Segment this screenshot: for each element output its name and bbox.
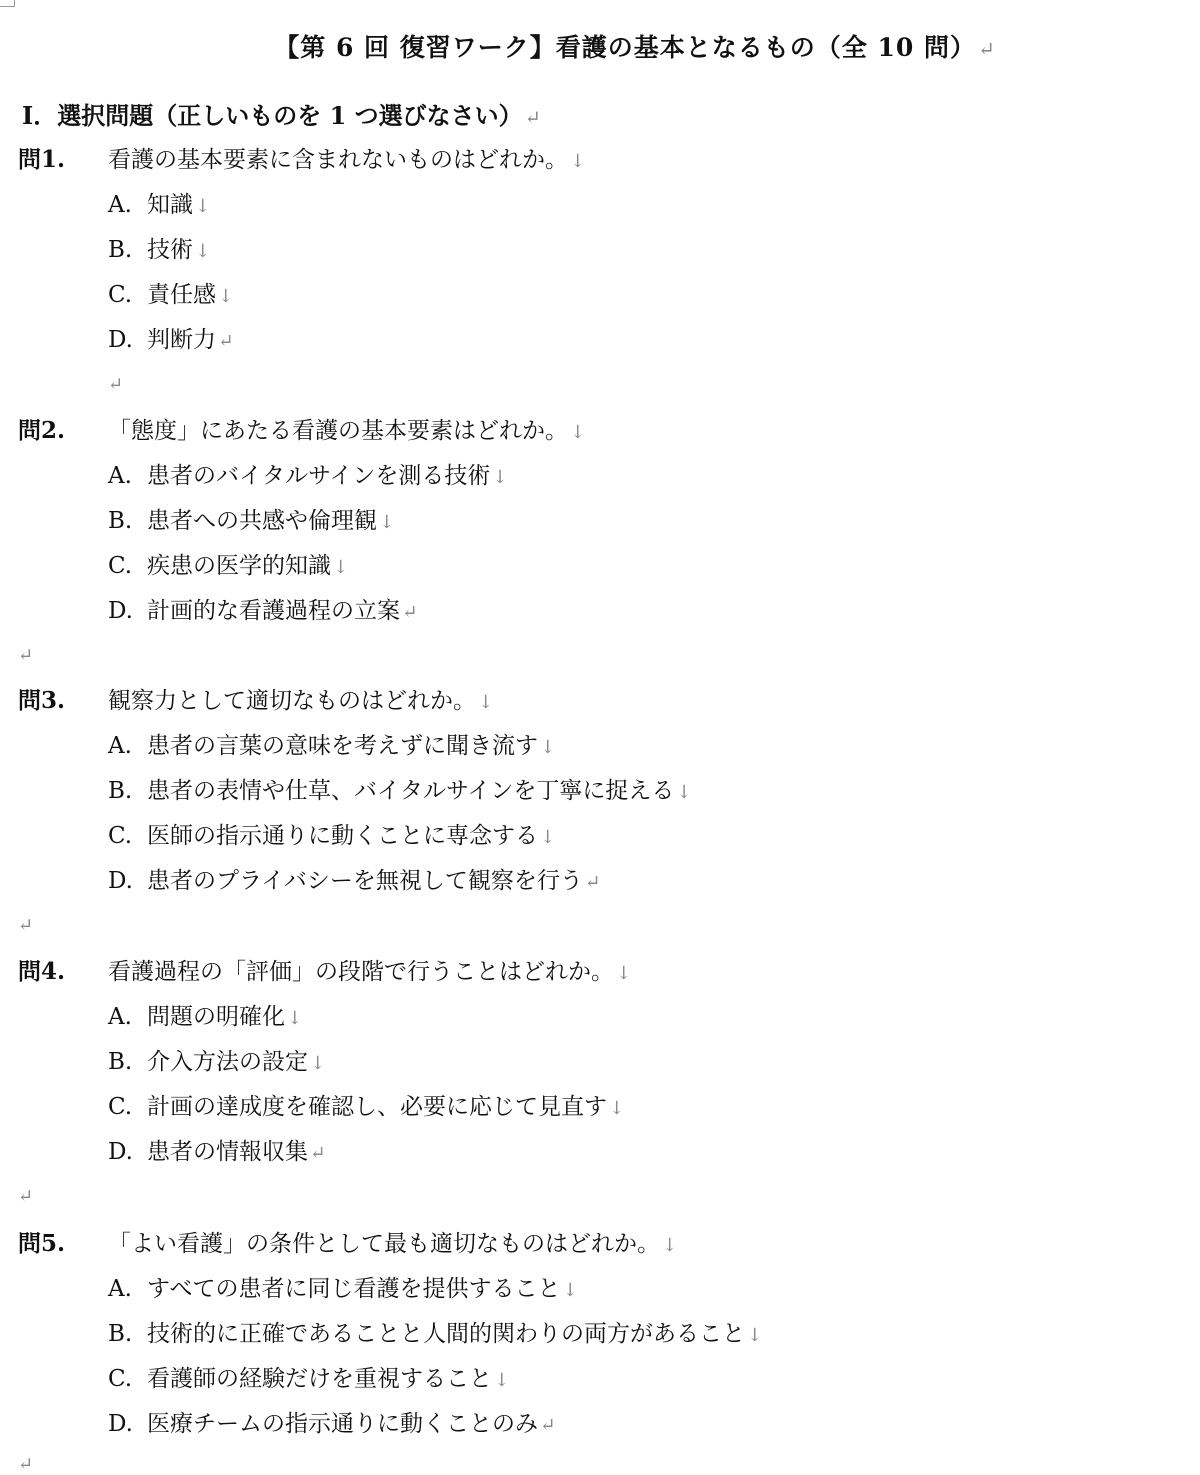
paragraph-mark: ↵	[524, 106, 541, 129]
paragraph-mark: ↵	[584, 872, 601, 893]
choice-text: 疾患の医学的知識	[147, 553, 331, 579]
choice-text: 患者の情報収集	[147, 1139, 308, 1165]
question-number: 問2.	[18, 417, 66, 444]
question-text-content: 観察力として適切なものはどれか。	[108, 688, 476, 714]
choice-letter: B.	[108, 237, 133, 263]
choice-letter: A.	[108, 192, 132, 218]
choice-text: 患者のバイタルサインを測る技術	[147, 463, 491, 489]
paragraph-mark: ↵	[977, 37, 996, 61]
choice	[108, 1409, 555, 1441]
choice-text: 医師の指示通りに動くことに専念する	[147, 823, 538, 849]
choice-text: 医療チームの指示通りに動くことのみ	[147, 1411, 538, 1437]
empty-paragraph-mark: ↵	[18, 1186, 34, 1207]
question-number: 問3.	[18, 687, 66, 714]
choice	[108, 1092, 624, 1124]
section-heading	[22, 96, 541, 131]
line-break-mark: ↓	[310, 1053, 326, 1074]
line-break-mark: ↓	[747, 1325, 763, 1346]
choice-letter: C.	[108, 1094, 133, 1120]
choice	[108, 235, 210, 267]
choice-text: 患者の表情や仕草、バイタルサインを丁寧に捉える	[147, 778, 675, 804]
choice	[108, 190, 210, 222]
choice	[108, 821, 555, 853]
line-break-mark: ↓	[333, 557, 349, 578]
choice-text: 看護師の経験だけを重視すること	[147, 1366, 492, 1392]
line-break-mark: ↓	[609, 1098, 625, 1119]
line-break-mark: ↓	[379, 512, 395, 533]
choice-letter: D.	[108, 1139, 133, 1165]
empty-paragraph-mark: ↵	[18, 645, 34, 666]
choice-letter: D.	[108, 327, 133, 353]
choice	[108, 551, 348, 583]
question-text	[108, 686, 493, 718]
choice-text: 介入方法の設定	[147, 1049, 308, 1075]
choice	[108, 325, 233, 357]
question-number: 問4.	[18, 958, 66, 985]
choice-text: 計画の達成度を確認し、必要に応じて見直す	[147, 1094, 607, 1120]
choice-text: 患者への共感や倫理観	[147, 508, 377, 534]
choice	[108, 776, 692, 808]
choice-letter: D.	[108, 1411, 133, 1437]
empty-paragraph-mark: ↵	[18, 915, 34, 936]
choice-letter: C.	[108, 553, 133, 579]
choice	[108, 1319, 762, 1351]
line-break-mark: ↓	[494, 1370, 510, 1391]
line-break-mark: ↓	[540, 737, 556, 758]
choice-text: 責任感	[147, 282, 216, 308]
question-text	[108, 145, 585, 177]
section-heading-text: Ⅰ．選択問題（正しいものを 1 つ選びなさい）	[22, 101, 523, 130]
line-break-mark: ↓	[478, 692, 494, 713]
choice-text: 判断力	[147, 327, 216, 353]
choice-letter: C.	[108, 823, 133, 849]
choice	[108, 596, 417, 628]
paragraph-mark: ↵	[310, 1143, 326, 1164]
choice-text: 知識	[147, 192, 193, 218]
choice-text: 問題の明確化	[147, 1004, 285, 1030]
choice-text: 患者のプライバシーを無視して観察を行う	[147, 868, 583, 894]
choice-letter: C.	[108, 1366, 133, 1392]
question-number: 問1.	[18, 146, 66, 173]
line-break-mark: ↓	[492, 467, 508, 488]
choice-letter: D.	[108, 868, 133, 894]
line-break-mark: ↓	[287, 1008, 303, 1029]
choice-text: 患者の言葉の意味を考えずに聞き流す	[147, 733, 538, 759]
line-break-mark: ↓	[662, 1235, 678, 1256]
choice-letter: B.	[108, 778, 133, 804]
choice-letter: B.	[108, 1321, 133, 1347]
choice-letter: B.	[108, 1049, 133, 1075]
choice-text: 計画的な看護過程の立案	[147, 598, 400, 624]
line-break-mark: ↓	[562, 1280, 578, 1301]
choice	[108, 506, 394, 538]
empty-paragraph-mark: ↵	[18, 1454, 34, 1475]
page-corner-mark	[0, 0, 15, 7]
line-break-mark: ↓	[616, 963, 632, 984]
choice	[108, 1137, 325, 1169]
line-break-mark: ↓	[676, 782, 692, 803]
choice-letter: A.	[108, 1004, 132, 1030]
choice-letter: A.	[108, 733, 132, 759]
question-number: 問5.	[18, 1230, 66, 1257]
question-text	[108, 1229, 677, 1261]
question-text-content: 看護の基本要素に含まれないものはどれか。	[108, 147, 568, 173]
line-break-mark: ↓	[540, 827, 556, 848]
choice	[108, 1002, 302, 1034]
line-break-mark: ↓	[218, 286, 234, 307]
question-text-content: 「よい看護」の条件として最も適切なものはどれか。	[108, 1231, 660, 1257]
line-break-mark: ↓	[570, 422, 586, 443]
choice-text: すべての患者に同じ看護を提供すること	[147, 1276, 561, 1302]
question-text-content: 看護過程の「評価」の段階で行うことはどれか。	[108, 959, 614, 985]
question-text-content: 「態度」にあたる看護の基本要素はどれか。	[108, 418, 568, 444]
question-text	[108, 957, 631, 989]
choice	[108, 1274, 578, 1306]
choice	[108, 1047, 325, 1079]
choice-letter: D.	[108, 598, 133, 624]
document-title	[0, 28, 1200, 64]
choice-letter: A.	[108, 463, 132, 489]
choice	[108, 731, 555, 763]
paragraph-mark: ↵	[218, 331, 234, 352]
empty-paragraph-mark: ↵	[108, 374, 124, 395]
choice-text: 技術	[147, 237, 193, 263]
choice-letter: A.	[108, 1276, 132, 1302]
document-title-text: 【第 6 回 復習ワーク】看護の基本となるもの（全 10 問）	[274, 33, 976, 62]
line-break-mark: ↓	[195, 241, 211, 262]
choice	[108, 280, 233, 312]
choice	[108, 1364, 509, 1396]
paragraph-mark: ↵	[402, 602, 418, 623]
line-break-mark: ↓	[570, 151, 586, 172]
question-text	[108, 416, 585, 448]
choice	[108, 866, 600, 898]
choice-letter: C.	[108, 282, 133, 308]
line-break-mark: ↓	[195, 196, 211, 217]
choice-letter: B.	[108, 508, 133, 534]
paragraph-mark: ↵	[540, 1415, 556, 1436]
choice	[108, 461, 508, 493]
choice-text: 技術的に正確であることと人間的関わりの両方があること	[147, 1321, 745, 1347]
